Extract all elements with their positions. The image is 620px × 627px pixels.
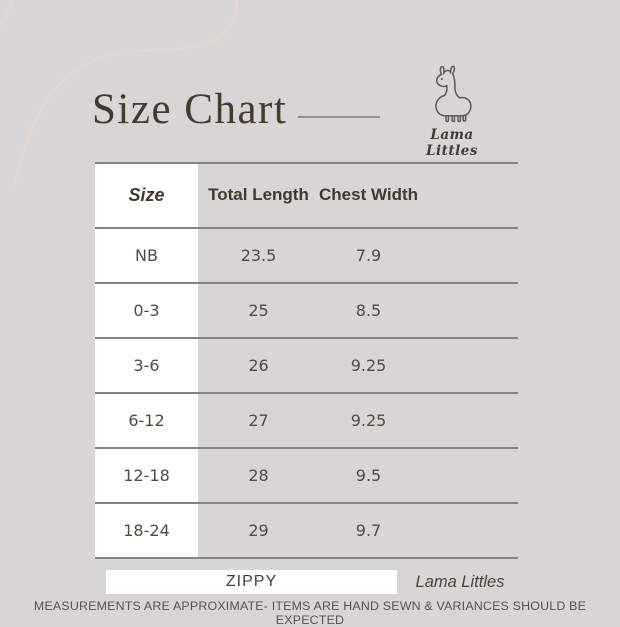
table-row (95, 339, 518, 394)
total-length-cell: 23.5 (240, 246, 277, 265)
size-table-rows (95, 229, 518, 559)
table-header-row (95, 164, 518, 229)
chest-width-cell: 8.5 (355, 301, 382, 320)
product-name-bar: ZIPPY (106, 570, 397, 594)
row-spacer (418, 229, 518, 282)
chest-width-cell: 9.5 (355, 466, 382, 485)
disclaimer-text: MEASUREMENTS ARE APPROXIMATE- ITEMS ARE HAND SEWN & VARIANCES SHOULD BE EXPECTED (33, 599, 587, 627)
row-spacer (418, 504, 518, 557)
size-cell: 0-3 (95, 284, 198, 337)
column-header-size: Size (95, 164, 198, 227)
row-spacer (418, 339, 518, 392)
total-length-cell: 26 (248, 356, 269, 375)
size-cell: 18-24 (95, 504, 198, 557)
table-row (95, 229, 518, 284)
column-header-chest-width: Chest Width (319, 185, 419, 205)
brand-logo (402, 64, 502, 159)
size-cell: 6-12 (95, 394, 198, 447)
chest-width-cell: 7.9 (355, 246, 382, 265)
table-row (95, 394, 518, 449)
title-divider-line (298, 116, 380, 118)
chest-width-cell: 9.25 (350, 356, 387, 375)
total-length-cell: 28 (248, 466, 269, 485)
size-cell: 12-18 (95, 449, 198, 502)
chest-width-cell: 9.7 (355, 521, 382, 540)
total-length-cell: 25 (248, 301, 269, 320)
total-length-cell: 29 (248, 521, 269, 540)
row-spacer (418, 394, 518, 447)
size-cell: 3-6 (95, 339, 198, 392)
table-row (95, 449, 518, 504)
table-row (95, 504, 518, 559)
size-chart-table (95, 162, 518, 559)
alpaca-logo-icon (402, 64, 502, 124)
row-spacer (418, 449, 518, 502)
brand-signature: Lama Littles (415, 572, 505, 591)
brand-logo-label: Lama Littles (426, 127, 478, 159)
size-cell: NB (95, 229, 198, 282)
row-spacer (418, 284, 518, 337)
table-row (95, 284, 518, 339)
chest-width-cell: 9.25 (350, 411, 387, 430)
page-title: Size Chart (92, 86, 288, 133)
total-length-cell: 27 (248, 411, 269, 430)
column-header-total-length: Total Length (208, 185, 309, 205)
header-spacer (418, 164, 518, 227)
